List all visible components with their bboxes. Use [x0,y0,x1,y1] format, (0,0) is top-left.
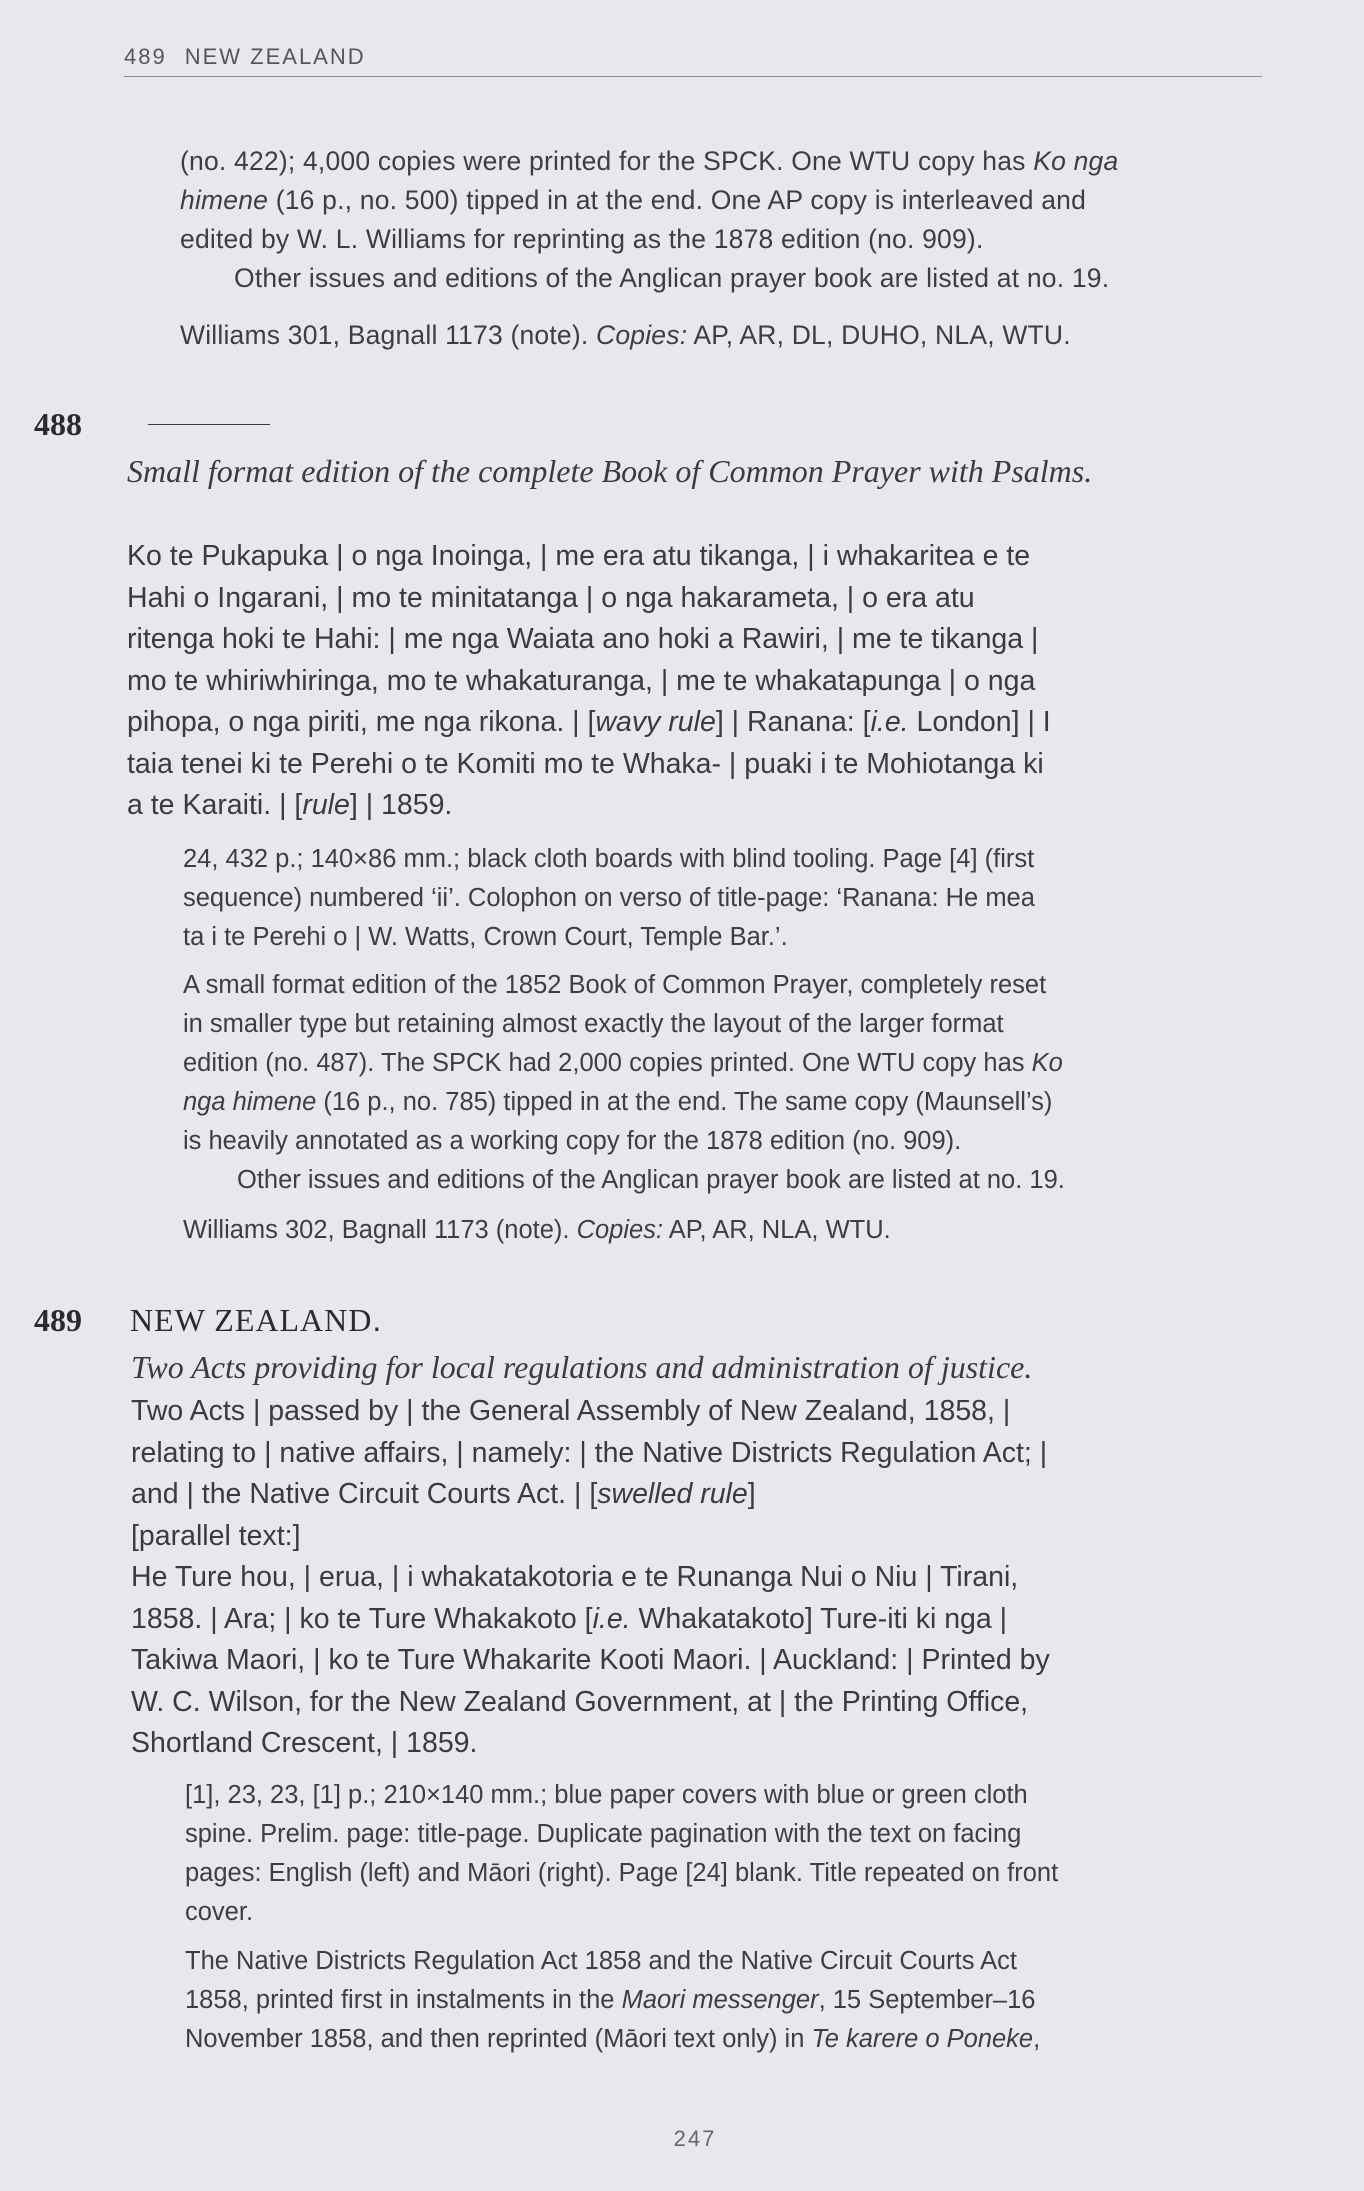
text-line: spine. Prelim. page: title-page. Duplicate pagination with the text on facing [185,1820,1022,1848]
text-fragment: , 15 September–16 [818,1986,1036,2014]
text-line: W. C. Wilson, for the New Zealand Government, at | the Printing Office, [131,1685,1029,1718]
text-fragment: ] [747,1478,756,1510]
text-line: [parallel text:] [131,1519,301,1552]
text-line: Shortland Crescent, | 1859. [131,1727,478,1759]
italic-fragment: swelled rule [597,1478,748,1510]
text-line: Ko te Pukapuka | o nga Inoinga, | me era atu tikanga, | i whakaritea e te [127,540,1031,572]
italic-fragment: wavy rule [595,706,716,738]
previous-entry-references [180,316,1265,355]
italic-fragment: Te karere o Poneke [811,2025,1034,2053]
entry-489-heading [130,1302,382,1339]
entry-488-title-transcription [127,536,1267,827]
italic-fragment: rule [302,789,350,821]
text-line: is heavily annotated as a working copy for the 1878 edition (no. 909). [183,1127,962,1155]
references: Williams 301, Bagnall 1173 (note). [180,320,596,350]
text-line: mo te whiriwhiringa, mo te whakaturanga, | me te whakatapunga | o nga [127,664,1036,697]
text-line: edited by W. L. Williams for reprinting as the 1878 edition (no. 909). [180,224,984,254]
italic-fragment: i.e. [592,1602,631,1635]
entry-number-489: 489 [34,1302,82,1338]
text-line: ta i te Perehi o | W. Watts, Crown Court, Temple Bar.’. [183,923,788,951]
entry-488-subject: Small format edition of the complete Book of Common Prayer with Psalms. [127,453,1093,489]
italic-fragment: i.e. [870,706,909,738]
entry-489-title-transcription [131,1391,1267,1765]
running-head [124,44,1262,77]
copies-label: Copies: [596,320,688,350]
entry-488-note [183,966,1265,1200]
italic-fragment: Maori messenger [621,1986,819,2014]
text-fragment: London] | I [908,706,1051,738]
text-fragment: edition (no. 487). The SPCK had 2,000 copies printed. One WTU copy has [183,1049,1032,1077]
italic-title-fragment: himene [180,185,269,215]
text-line: sequence) numbered ‘ii’. Colophon on verso of title-page: ‘Ranana: He mea [183,884,1035,912]
text-line: cover. [185,1898,254,1926]
text-fragment: and | the Native Circuit Courts Act. | [ [131,1478,598,1510]
italic-fragment: Ko [1031,1049,1063,1077]
copies-list: AP, AR, DL, DUHO, NLA, WTU. [687,320,1071,350]
heading-text: NEW ZEALAND [130,1302,373,1338]
text-fragment: 1858. | Ara; | ko te Ture Whakakoto [ [131,1602,593,1635]
text-line: Takiwa Maori, | ko te Ture Whakarite Kooti Maori. | Auckland: | Printed by [131,1644,1050,1676]
running-head-title: NEW ZEALAND [184,44,366,69]
ditto-rule [148,424,270,425]
text-line: ritenga hoki te Hahi: | me nga Waiata ano hoki a Rawiri, | me te tikanga | [127,623,1039,655]
italic-title-fragment: Ko nga [1033,146,1119,176]
italic-fragment: nga himene [183,1088,317,1116]
entry-number-488: 488 [34,406,82,442]
text-line: in smaller type but retaining almost exactly the layout of the larger format [183,1010,1004,1038]
copies-list: AP, AR, NLA, WTU. [663,1216,891,1244]
text-line: relating to | native affairs, | namely: | the Native Districts Regulation Act; | [131,1436,1048,1469]
text-line: [1], 23, 23, [1] p.; 210×140 mm.; blue paper covers with blue or green cloth [185,1781,1028,1809]
text-line: Hahi o Ingarani, | mo te minitatanga | o nga hakarameta, | o era atu [127,581,975,614]
entry-489-subject: Two Acts providing for local regulations and administration of justice. [131,1349,1033,1385]
text-fragment: Whakatakoto] Ture-iti ki nga | [630,1602,1008,1635]
text-line: 24, 432 p.; 140×86 mm.; black cloth boards with blind tooling. Page [4] (first [183,845,1035,873]
other-issues-note: Other issues and editions of the Anglican prayer book are listed at no. 19. [234,263,1110,293]
other-issues-note: Other issues and editions of the Anglican prayer book are listed at no. 19. [237,1166,1065,1194]
text-fragment: ] | Ranana: [ [715,706,871,738]
text-line: pages: English (left) and Māori (right). Page [24] blank. Title repeated on front [185,1859,1059,1887]
entry-489-note [185,1942,1265,2059]
text-line: A small format edition of the 1852 Book of Common Prayer, completely reset [183,971,1047,999]
text-line: (no. 422); 4,000 copies were printed for the SPCK. One WTU copy has [180,146,1034,176]
text-line: He Ture hou, | erua, | i whakatakotoria e te Runanga Nui o Niu | Tirani, [131,1561,1019,1593]
entry-488-collation [183,840,1265,957]
previous-entry-note [180,142,1265,298]
text-line: taia tenei ki te Perehi o te Komiti mo te Whaka- | puaki i te Mohiotanga ki [127,747,1044,780]
running-head-page: 489 [124,44,167,69]
references: Williams 302, Bagnall 1173 (note). [183,1216,577,1244]
text-fragment: (16 p., no. 785) tipped in at the end. The same copy (Maunsell’s) [316,1088,1053,1116]
text-fragment: 1858, printed first in instalments in the [185,1986,622,2014]
text-line: (16 p., no. 500) tipped in at the end. One AP copy is interleaved and [268,185,1087,215]
text-fragment: a te Karaiti. | [ [127,789,303,821]
text-line: Two Acts | passed by | the General Assembly of New Zealand, 1858, | [131,1395,1011,1427]
text-fragment: , [1033,2025,1041,2053]
text-line: The Native Districts Regulation Act 1858 and the Native Circuit Courts Act [185,1947,1017,1975]
heading-dot: . [372,1302,383,1338]
entry-488-references [183,1211,1265,1250]
copies-label: Copies: [576,1216,664,1244]
text-fragment: ] | 1859. [349,789,453,821]
entry-489-collation [185,1776,1265,1932]
text-fragment: pihopa, o nga piriti, me nga rikona. | [ [127,706,596,738]
page-number: 247 [673,2126,717,2151]
text-fragment: November 1858, and then reprinted (Māori text only) in [185,2025,812,2053]
